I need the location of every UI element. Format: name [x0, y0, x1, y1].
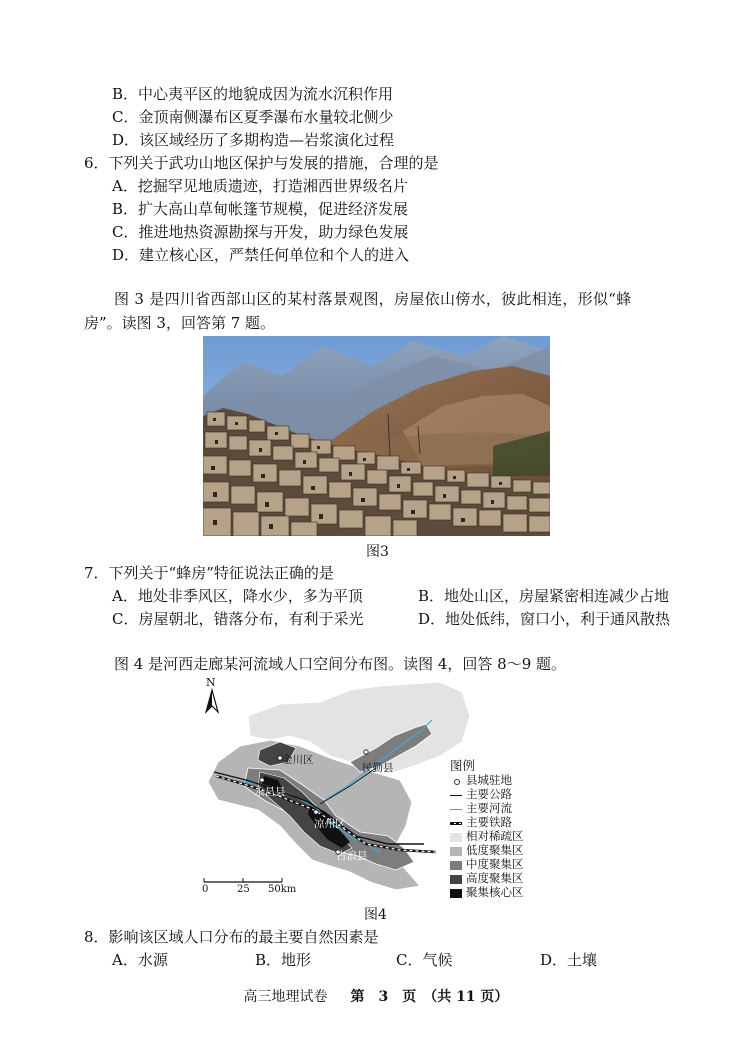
intro-fig3-line2: 房”。读图 3，回答第 7 题。: [84, 314, 276, 332]
scale-label-25: 25: [237, 884, 250, 895]
railway-line-icon: [450, 822, 462, 825]
county-seat-dot-icon: [450, 777, 462, 786]
q5-option-d: D．该区域经历了多期构造—岩浆演化过程: [112, 131, 395, 149]
q8-stem: 8．影响该区域人口分布的最主要自然因素是: [84, 928, 379, 946]
place-yongchang: 永昌县: [254, 786, 286, 798]
map-legend: [450, 756, 560, 899]
place-gulang: 古浪县: [336, 850, 368, 862]
sparse-swatch: [450, 833, 462, 842]
q7-option-c: C．房屋朝北，错落分布，有利于采光: [112, 610, 364, 628]
intro-fig4: 图 4 是河西走廊某河流域人口空间分布图。读图 4，回答 8～9 题。: [114, 655, 567, 673]
legend-item-river: 主要河流: [450, 802, 512, 815]
place-jinchuan: 金川区: [282, 754, 314, 766]
legend-item-sparse: 相对稀疏区: [450, 830, 524, 843]
legend-item-low: 低度聚集区: [450, 844, 524, 857]
scale-label-50km: 50km: [268, 884, 297, 895]
q8-option-d: D．土壤: [540, 951, 598, 969]
q7-option-b: B．地处山区，房屋紧密相连减少占地: [418, 587, 670, 605]
q7-stem: 7．下列关于“蜂房”特征说法正确的是: [84, 564, 334, 582]
q6-stem: 6．下列关于武功山地区保护与发展的措施，合理的是: [84, 154, 439, 172]
q8-option-b: B．地形: [255, 951, 312, 969]
medium-swatch: [450, 861, 462, 870]
q6-option-c: C．推进地热资源勘探与开发，助力绿色发展: [112, 223, 409, 241]
intro-fig3-line1: 图 3 是四川省西部山区的某村落景观图，房屋依山傍水，彼此相连，形似“蜂: [114, 290, 632, 308]
road-line-icon: [450, 795, 462, 796]
q6-option-b: B．扩大高山草甸帐篷节规模，促进经济发展: [112, 200, 409, 218]
q5-option-c: C．金顶南侧瀑布区夏季瀑布水量较北侧少: [112, 108, 394, 126]
legend-item-core: 聚集核心区: [450, 886, 524, 899]
legend-item-road: 主要公路: [450, 788, 512, 801]
river-line-icon: [450, 809, 462, 810]
footer-subject: 高三地理试卷: [243, 989, 328, 1005]
low-swatch: [450, 847, 462, 856]
q6-option-d: D．建立核心区，严禁任何单位和个人的进入: [112, 246, 410, 264]
q6-option-a: A．挖掘罕见地质遗迹，打造湘西世界级名片: [112, 177, 408, 195]
q7-option-a: A．地处非季风区，降水少，多为平顶: [112, 587, 363, 605]
page-footer: [0, 986, 752, 1006]
fig4-caption: 图4: [364, 907, 387, 923]
legend-item-railway: 主要铁路: [450, 816, 512, 829]
population-map: [200, 676, 475, 898]
q7-option-d: D．地处低纬，窗口小，利于通风散热: [418, 610, 671, 628]
place-minqin: 民勤县: [362, 762, 394, 774]
core-swatch: [450, 889, 462, 898]
legend-item-medium: 中度聚集区: [450, 858, 524, 871]
legend-item-county-seat: 县城驻地: [450, 774, 512, 787]
north-arrow-icon: [206, 690, 218, 712]
village-photo: [203, 336, 550, 536]
q8-option-c: C．气候: [396, 951, 453, 969]
footer-page-number: 第 3 页 （共 11 页）: [350, 989, 509, 1005]
legend-item-high: 高度聚集区: [450, 872, 524, 885]
place-liangzhou: 凉州区: [314, 818, 346, 830]
legend-title: 图例: [450, 758, 476, 773]
high-swatch: [450, 875, 462, 884]
north-label: N: [206, 676, 216, 689]
fig3-caption: 图3: [366, 544, 389, 560]
q5-option-b: B．中心夷平区的地貌成因为流水沉积作用: [112, 85, 394, 103]
scale-label-0: 0: [202, 884, 209, 895]
q8-option-a: A．水源: [112, 951, 168, 969]
